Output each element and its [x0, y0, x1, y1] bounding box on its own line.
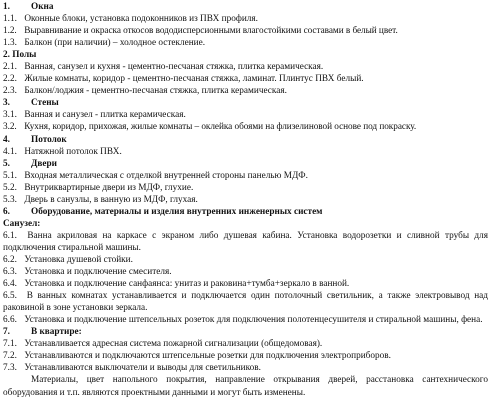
- section-number: 7.: [3, 327, 10, 338]
- item-number: 6.6.: [3, 315, 17, 326]
- list-item: [3, 13, 488, 25]
- item-text: Выравнивание и окраска откосов вододисперсионными влагостойкими составами в белый цвет.: [24, 26, 398, 37]
- list-item: [3, 61, 488, 73]
- list-item: [3, 314, 488, 326]
- item-text: Натяжной потолок ПВХ.: [24, 146, 122, 157]
- section-number: 1.: [3, 2, 10, 12]
- item-number: 2.3.: [3, 86, 17, 97]
- list-item: [3, 146, 488, 158]
- item-text: Входная металлическая с отделкой внутренней стороны панелью МДФ.: [24, 170, 308, 181]
- section-title: Оборудование, материалы и изделия внутренних инженерных систем: [31, 206, 323, 217]
- section-title: Потолок: [31, 134, 67, 145]
- item-text: Ванная, санузел и кухня - цементно-песчаная стяжка, плитка керамическая.: [24, 62, 324, 73]
- list-item: [3, 194, 488, 206]
- item-text: Установка и подключение штепсельных розеток для подключения полотенцесушителя и стиральной машины, фена.: [24, 315, 483, 326]
- list-item: [3, 25, 488, 37]
- section-heading: [3, 1, 488, 13]
- item-number: 1.1.: [3, 14, 17, 25]
- section-heading: [3, 326, 488, 338]
- item-text: Кухня, коридор, прихожая, жилые комнаты – оклейка обоями на флизелиновой основе под покраску.: [24, 122, 417, 133]
- footer-note: Материалы, цвет напольного покрытия, направление открывания дверей, расстановка сантехнического оборудования и т.п. являются проектными данными и могут быть изменены.: [3, 375, 488, 398]
- list-item: [3, 73, 488, 85]
- list-item: [3, 121, 488, 133]
- item-text: Установка и подключение смесителя.: [24, 267, 172, 278]
- item-text: Балкон (при наличии) – холодное остекление.: [24, 38, 206, 49]
- section-number: 6.: [3, 206, 10, 217]
- item-number: 6.5.: [3, 291, 17, 302]
- item-text: Балкон/лоджия - цементно-песчаная стяжка, плитка керамическая.: [24, 86, 287, 97]
- section-heading: [3, 97, 488, 109]
- section-heading: [3, 134, 488, 146]
- section-heading: [3, 49, 488, 61]
- list-item: [3, 350, 488, 362]
- subsection-title: Санузел:: [3, 218, 41, 229]
- list-item: [3, 37, 488, 49]
- item-number: 7.3.: [3, 363, 17, 374]
- list-item: [3, 338, 488, 350]
- section-title: Окна: [31, 2, 54, 12]
- item-number: 6.1.: [3, 230, 17, 241]
- list-item: [3, 290, 488, 314]
- item-text: Ванная и санузел - плитка керамическая.: [24, 110, 186, 121]
- document-page: [3, 1, 488, 399]
- section-heading: [3, 158, 488, 170]
- list-item: [3, 182, 488, 194]
- item-number: 7.1.: [3, 339, 17, 350]
- list-item: [3, 362, 488, 374]
- item-text: Жилые комнаты, коридор - цементно-песчаная стяжка, ламинат. Плинтус ПВХ белый.: [24, 74, 364, 85]
- section-number: 3.: [3, 98, 10, 109]
- item-text: Устанавливаются и подключаются штепсельные розетки для подключения электроприборов.: [24, 351, 391, 362]
- item-text: Устанавливаются выключатели и выводы для светильников.: [24, 363, 261, 374]
- item-number: 3.1.: [3, 110, 17, 121]
- item-number: 1.3.: [3, 38, 17, 49]
- item-number: 3.2.: [3, 122, 17, 133]
- list-item: [3, 85, 488, 97]
- list-item: [3, 230, 488, 254]
- item-text: Установка душевой стойки.: [24, 254, 133, 265]
- item-number: 6.3.: [3, 267, 17, 278]
- section-number: 4.: [3, 134, 10, 145]
- item-text: Внутриквартирные двери из МДФ, глухие.: [24, 182, 194, 193]
- section-title: В квартире:: [31, 327, 82, 338]
- list-item: [3, 266, 488, 278]
- list-item: [3, 170, 488, 182]
- item-number: 6.2.: [3, 254, 17, 265]
- item-number: 6.4.: [3, 279, 17, 290]
- item-text: Оконные блоки, установка подоконников из ПВХ профиля.: [24, 14, 258, 25]
- item-number: 4.1.: [3, 146, 17, 157]
- item-text: Дверь в санузлы, в ванную из МДФ, глухая.: [24, 194, 198, 205]
- item-text: Ванна акриловая на каркасе с экраном либо душевая кабина. Установка водорозетки и сливной трубы для подключения стиральной машины.: [3, 230, 488, 253]
- section-title: Стены: [31, 98, 59, 109]
- item-number: 7.2.: [3, 351, 17, 362]
- list-item: [3, 109, 488, 121]
- section-number: 2.: [3, 50, 10, 61]
- item-number: 2.2.: [3, 74, 17, 85]
- item-number: 5.3.: [3, 194, 17, 205]
- item-number: 5.1.: [3, 170, 17, 181]
- section-title: Полы: [12, 50, 37, 61]
- item-text: Устанавливается адресная система пожарной сигнализации (общедомовая).: [24, 339, 323, 350]
- section-number: 5.: [3, 158, 10, 169]
- item-text: Установка и подключение санфаянса: унитаз и раковина+тумба+зеркало в ванной.: [24, 279, 350, 290]
- item-number: 1.2.: [3, 26, 17, 37]
- item-number: 2.1.: [3, 62, 17, 73]
- section-title: Двери: [31, 158, 57, 169]
- item-text: В ванных комнатах устанавливается и подключается один потолочный светильник, а также электровывод над раковиной в зоне установки зеркала.: [3, 291, 488, 314]
- list-item: [3, 278, 488, 290]
- item-number: 5.2.: [3, 182, 17, 193]
- list-item: [3, 254, 488, 266]
- section-heading: [3, 206, 488, 218]
